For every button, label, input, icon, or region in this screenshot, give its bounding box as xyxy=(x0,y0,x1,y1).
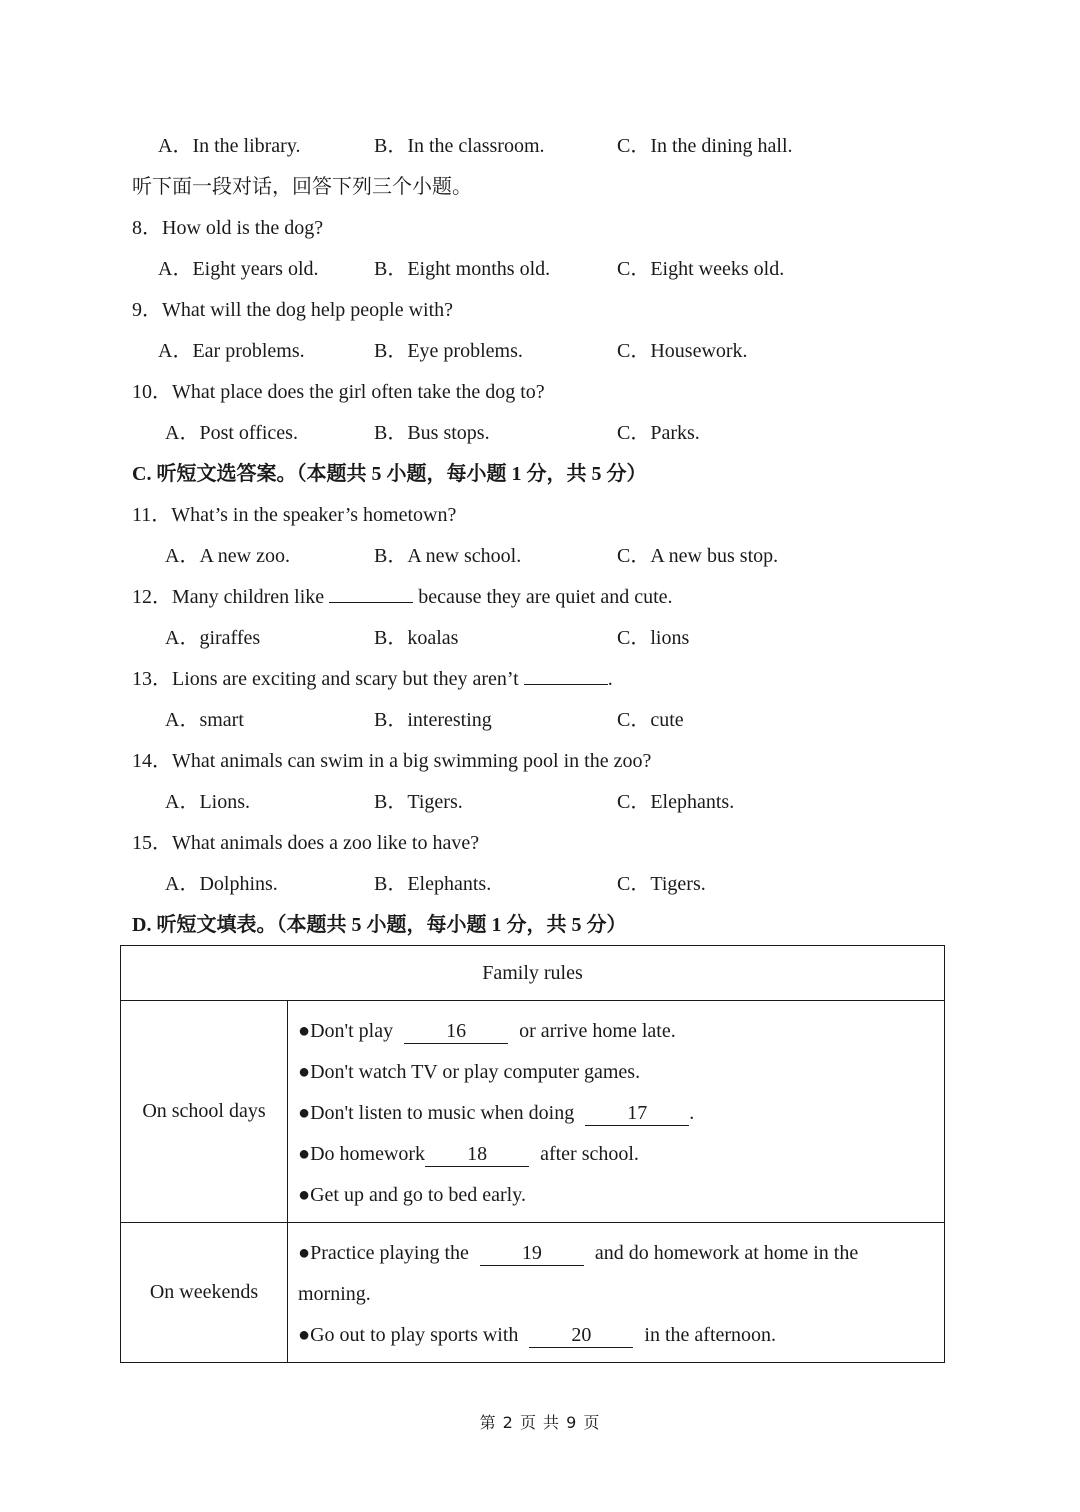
section-c-heading: C. 听短文选答案。（本题共 5 小题，每小题 1 分，共 5 分） xyxy=(132,463,647,485)
answer-blank-16[interactable]: 16 xyxy=(404,1019,508,1044)
dialogue-instruction: 听下面一段对话，回答下列三个小题。 xyxy=(132,176,472,198)
option-b: B．interesting xyxy=(374,709,492,731)
page-footer: 第 2 页 共 9 页 xyxy=(479,1413,601,1432)
table-title: Family rules xyxy=(121,946,945,1001)
row-label-school-days: On school days xyxy=(121,1001,288,1223)
option-b: B．A new school. xyxy=(374,545,522,567)
rule: ●Get up and go to bed early. xyxy=(298,1184,526,1206)
option-b: B．Tigers. xyxy=(374,791,463,813)
rule xyxy=(298,1134,944,1175)
option-b: B．Eye problems. xyxy=(374,340,523,362)
option-c: C．Parks. xyxy=(617,422,700,444)
rule-text: or arrive home late. xyxy=(519,1020,676,1042)
option-c: C．In the dining hall. xyxy=(617,135,793,157)
school-days-rules xyxy=(288,1001,945,1223)
question-text: 12．Many children like xyxy=(132,586,325,608)
question-12 xyxy=(132,582,673,612)
rule-text: ●Go out to play sports with xyxy=(298,1324,519,1346)
question-14: 14．What animals can swim in a big swimming pool in the zoo? xyxy=(132,750,652,772)
option-a: A．Post offices. xyxy=(165,422,298,444)
weekends-rules xyxy=(288,1223,945,1363)
option-a: A．Ear problems. xyxy=(158,340,305,362)
rule xyxy=(298,1315,944,1356)
question-text: because they are quiet and cute. xyxy=(418,586,673,608)
question-15: 15．What animals does a zoo like to have? xyxy=(132,832,480,854)
option-a: A．smart xyxy=(165,709,244,731)
row-label-weekends: On weekends xyxy=(121,1223,288,1363)
question-13 xyxy=(132,664,613,694)
rule-text: after school. xyxy=(540,1143,639,1165)
rule-text: and do homework at home in the xyxy=(594,1242,859,1264)
question-11: 11．What’s in the speaker’s hometown? xyxy=(132,504,457,526)
option-b: B．In the classroom. xyxy=(374,135,545,157)
rule-text: ●Don't play xyxy=(298,1020,394,1042)
option-c: C．Tigers. xyxy=(617,873,706,895)
rule-text: ●Practice playing the xyxy=(298,1242,469,1264)
option-c: C．lions xyxy=(617,627,690,649)
answer-blank-18[interactable]: 18 xyxy=(425,1142,529,1167)
option-b: B．Bus stops. xyxy=(374,422,490,444)
option-b: B．Eight months old. xyxy=(374,258,551,280)
answer-blank[interactable] xyxy=(524,684,608,685)
option-a: A．Eight years old. xyxy=(158,258,319,280)
option-a: A．giraffes xyxy=(165,627,261,649)
rule-text: in the afternoon. xyxy=(644,1324,777,1346)
question-10: 10．What place does the girl often take the dog to? xyxy=(132,381,545,403)
rule-text: . xyxy=(689,1102,695,1124)
option-a: A．Lions. xyxy=(165,791,250,813)
section-d-heading: D. 听短文填表。（本题共 5 小题，每小题 1 分，共 5 分） xyxy=(132,914,627,936)
rule-continuation: morning. xyxy=(298,1283,371,1305)
option-a: A．In the library. xyxy=(158,135,301,157)
option-b: B．koalas xyxy=(374,627,459,649)
option-c: C．cute xyxy=(617,709,684,731)
answer-blank-19[interactable]: 19 xyxy=(480,1241,584,1266)
answer-blank-17[interactable]: 17 xyxy=(585,1101,689,1126)
family-rules-table xyxy=(120,945,945,1363)
option-c: C．Housework. xyxy=(617,340,748,362)
rule-text: ●Do homework xyxy=(298,1143,426,1165)
question-9: 9．What will the dog help people with? xyxy=(132,299,454,321)
question-text: . xyxy=(607,668,613,690)
rule: ●Don't watch TV or play computer games. xyxy=(298,1061,641,1083)
answer-blank-20[interactable]: 20 xyxy=(529,1323,633,1348)
option-c: C．Elephants. xyxy=(617,791,735,813)
question-text: 13．Lions are exciting and scary but they aren’t xyxy=(132,668,519,690)
option-b: B．Elephants. xyxy=(374,873,492,895)
option-c: C．Eight weeks old. xyxy=(617,258,785,280)
option-a: A．A new zoo. xyxy=(165,545,290,567)
answer-blank[interactable] xyxy=(329,602,413,603)
rule-text: ●Don't listen to music when doing xyxy=(298,1102,575,1124)
rule xyxy=(298,1093,944,1134)
question-8: 8．How old is the dog? xyxy=(132,217,324,239)
option-a: A．Dolphins. xyxy=(165,873,278,895)
option-c: C．A new bus stop. xyxy=(617,545,779,567)
rule xyxy=(298,1233,944,1274)
rule xyxy=(298,1011,944,1052)
